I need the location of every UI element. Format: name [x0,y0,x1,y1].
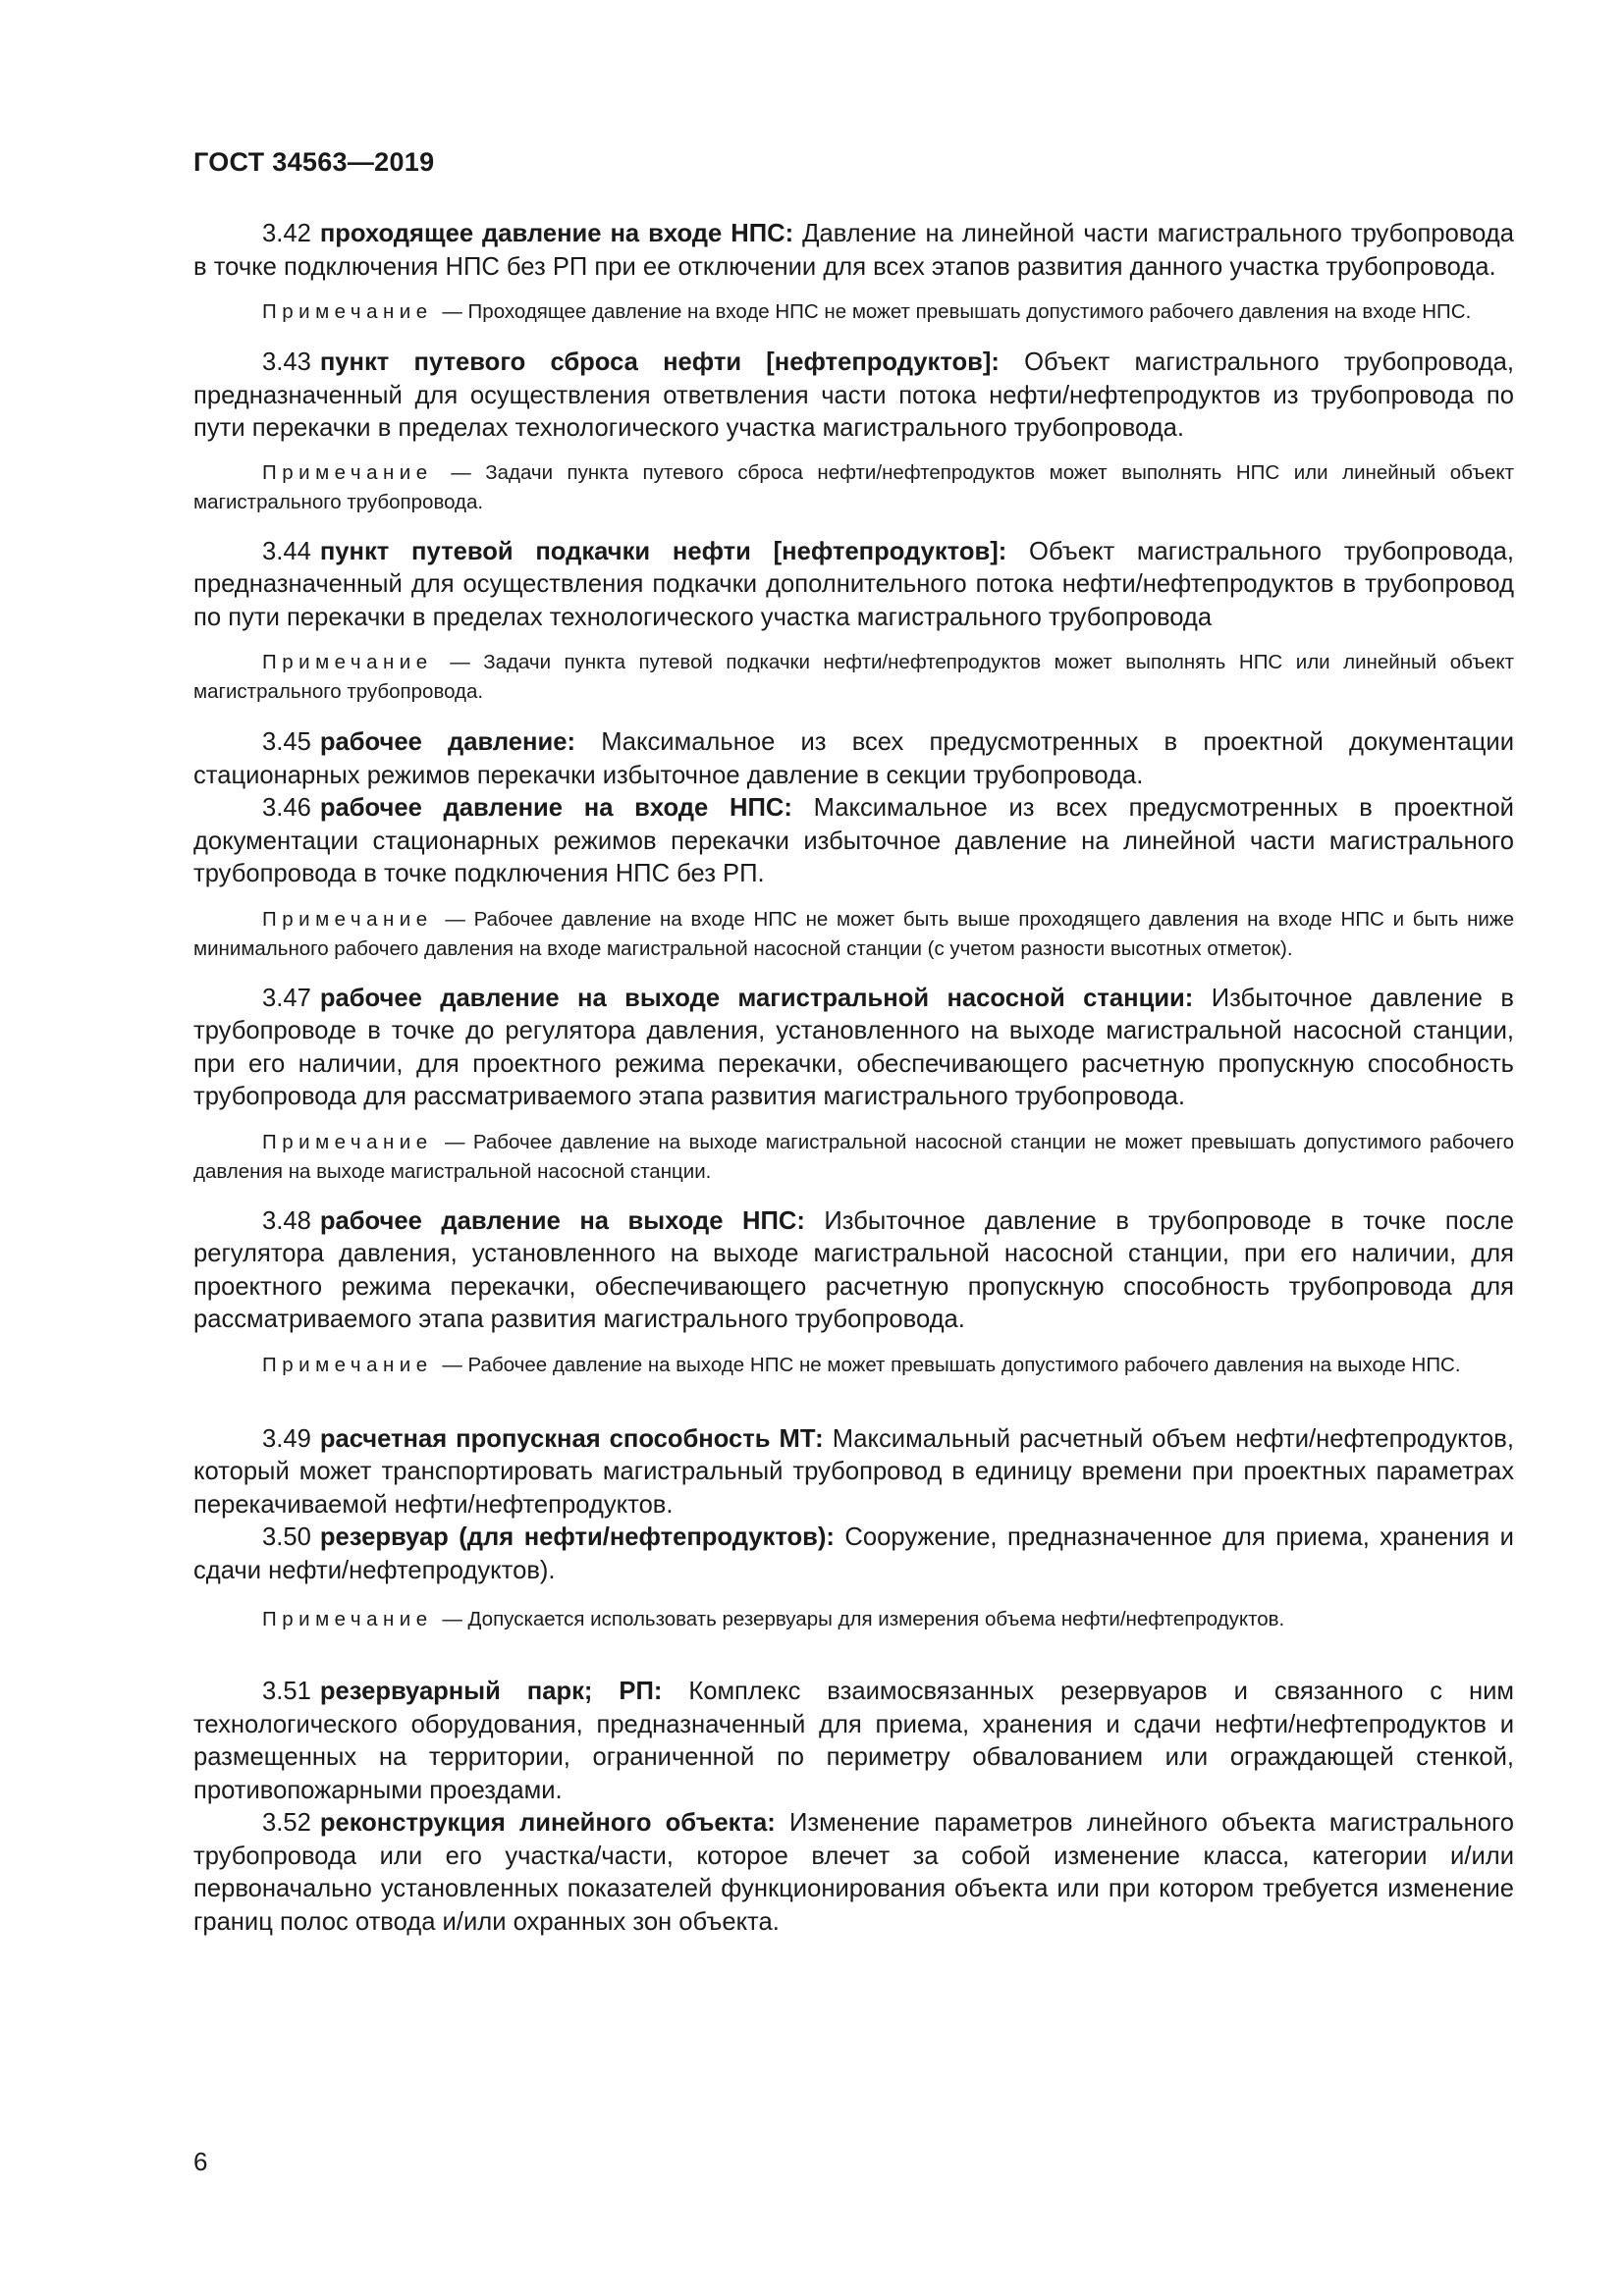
term-number: 3.51 [262,1678,311,1705]
term-note [193,905,1514,964]
term-definition: Максимальное из всех предусмотренных в проектной документации стационарных режимов перекачки избыточное давление в секции трубопровода. [193,728,1514,789]
term-entry [193,1423,1514,1522]
note-text: — Рабочее давление на входе НПС не может быть выше проходящего давления на входе НПС и быть ниже минимального рабочего давления на входе магистральной насосной станции (с учетом разности высотных отметок). [193,907,1514,960]
term-number: 3.44 [262,537,311,565]
term-entry [193,1676,1514,1807]
term-note [193,1605,1514,1634]
note-text: — Допускается использовать резервуары для измерения объема нефти/нефтепродуктов. [442,1608,1285,1630]
term-note [193,1128,1514,1187]
term-definition: Максимальное из всех предусмотренных в проектной документации стационарных режимов перекачки избыточное давление на линейной части магистрального трубопровода в точке подключения НПС без РП. [193,794,1514,887]
term-title: расчетная пропускная способность МТ: [319,1424,824,1453]
note-text: — Задачи пункта путевого сброса нефти/нефтепродуктов может выполнять НПС или линейный объект магистрального трубопровода. [193,460,1514,513]
term-number: 3.52 [262,1809,311,1837]
term-definition: Объект магистрального трубопровода, предназначенный для осуществления подкачки дополнительного потока нефти/нефтепродуктов в трубопровод по пути перекачки в пределах технологического участка магистрального трубопровода [193,537,1514,631]
term-title: резервуарный парк; РП: [319,1678,663,1705]
term-number: 3.47 [262,984,311,1012]
term-number: 3.49 [262,1424,311,1453]
term-note [193,648,1514,707]
document-header: ГОСТ 34563—2019 [193,147,435,177]
note-label: Примечание [262,300,433,323]
term-definition: Избыточное давление в трубопроводе в точке после регулятора давления, установленного на выходе магистральной насосной станции, при его наличии, для проектного режима перекачки, обеспечивающего расчетную пропускную способность трубопровода для рассматриваемого этапа развития магистрального трубопровода. [193,1206,1514,1333]
term-entry [193,983,1514,1114]
note-text: — Проходящее давление на входе НПС не может превышать допустимого рабочего давления на входе НПС. [442,300,1472,323]
term-title: проходящее давление на входе НПС: [319,220,794,247]
term-entry [193,1522,1514,1587]
note-text: — Рабочее давление на выходе магистральной насосной станции не может превышать допустимого рабочего давления на выходе магистральной насосной станции. [193,1130,1515,1183]
term-note [193,1351,1514,1380]
term-entry [193,726,1514,792]
note-label: Примечание [262,1353,433,1376]
note-label: Примечание [262,1130,433,1153]
term-definition: Изменение параметров линейного объекта магистрального трубопровода или его участка/части, которое влечет за собой изменение класса, категории и/или первоначально установленных показателей функционирования объекта или при котором требуется изменение границ полос отвода и/или охранных зон объекта. [193,1809,1514,1936]
term-entry [193,347,1514,446]
note-label: Примечание [262,460,433,484]
term-title: рабочее давление на выходе НПС: [319,1206,805,1235]
term-definition: Давление на линейной части магистрального трубопровода в точке подключения НПС без РП при ее отключении для всех этапов развития данного участка трубопровода. [193,220,1514,281]
term-title: рабочее давление на входе НПС: [319,794,792,822]
term-entry [193,218,1514,284]
term-note [193,458,1514,517]
term-number: 3.50 [262,1523,311,1551]
term-definition: Комплекс взаимосвязанных резервуаров и связанного с ним технологического оборудования, предназначенный для приема, хранения и сдачи нефти/нефтепродуктов и размещенных на территории, ограниченной по периметру обвалованием или ограждающей стенкой, противопожарными проездами. [193,1678,1514,1804]
term-number: 3.43 [262,348,311,376]
term-entry [193,536,1514,635]
term-entry [193,1807,1514,1939]
term-title: пункт путевой подкачки нефти [нефтепродуктов]: [319,537,1007,565]
term-number: 3.45 [262,728,311,756]
term-definition: Избыточное давление в трубопроводе в точке до регулятора давления, установленного на выходе магистральной насосной станции, при его наличии, для проектного режима перекачки, обеспечивающего расчетную пропускную способность трубопровода для рассматриваемого этапа развития магистрального трубопровода. [193,984,1514,1110]
term-entry [193,1205,1514,1337]
term-number: 3.46 [262,794,311,822]
term-title: резервуар (для нефти/нефтепродуктов): [319,1523,835,1551]
term-title: рабочее давление: [319,728,575,756]
note-label: Примечание [262,1608,433,1630]
term-definition: Объект магистрального трубопровода, предназначенный для осуществления ответвления части потока нефти/нефтепродуктов из трубопровода по пути перекачки в пределах технологического участка магистрального трубопровода. [193,348,1515,442]
note-text: — Рабочее давление на выходе НПС не может превышать допустимого рабочего давления на выходе НПС. [442,1353,1461,1376]
term-definition: Сооружение, предназначенное для приема, хранения и сдачи нефти/нефтепродуктов). [193,1523,1514,1584]
document-body [193,218,1514,1939]
page-number: 6 [193,2147,208,2176]
term-title: рабочее давление на выходе магистральной насосной станции: [319,984,1194,1012]
note-label: Примечание [262,907,433,931]
term-number: 3.42 [262,220,311,247]
term-title: пункт путевого сброса нефти [нефтепродуктов]: [319,348,1000,376]
note-label: Примечание [262,651,433,673]
term-title: реконструкция линейного объекта: [319,1809,776,1837]
term-entry [193,792,1514,891]
note-text: — Задачи пункта путевой подкачки нефти/нефтепродуктов может выполнять НПС или линейный объект магистрального трубопровода. [193,651,1514,703]
term-number: 3.48 [262,1206,311,1235]
term-definition: Максимальный расчетный объем нефти/нефтепродуктов, который может транспортировать магистральный трубопровод в единицу времени при проектных параметрах перекачиваемой нефти/нефтепродуктов. [193,1424,1515,1519]
term-note [193,297,1514,327]
